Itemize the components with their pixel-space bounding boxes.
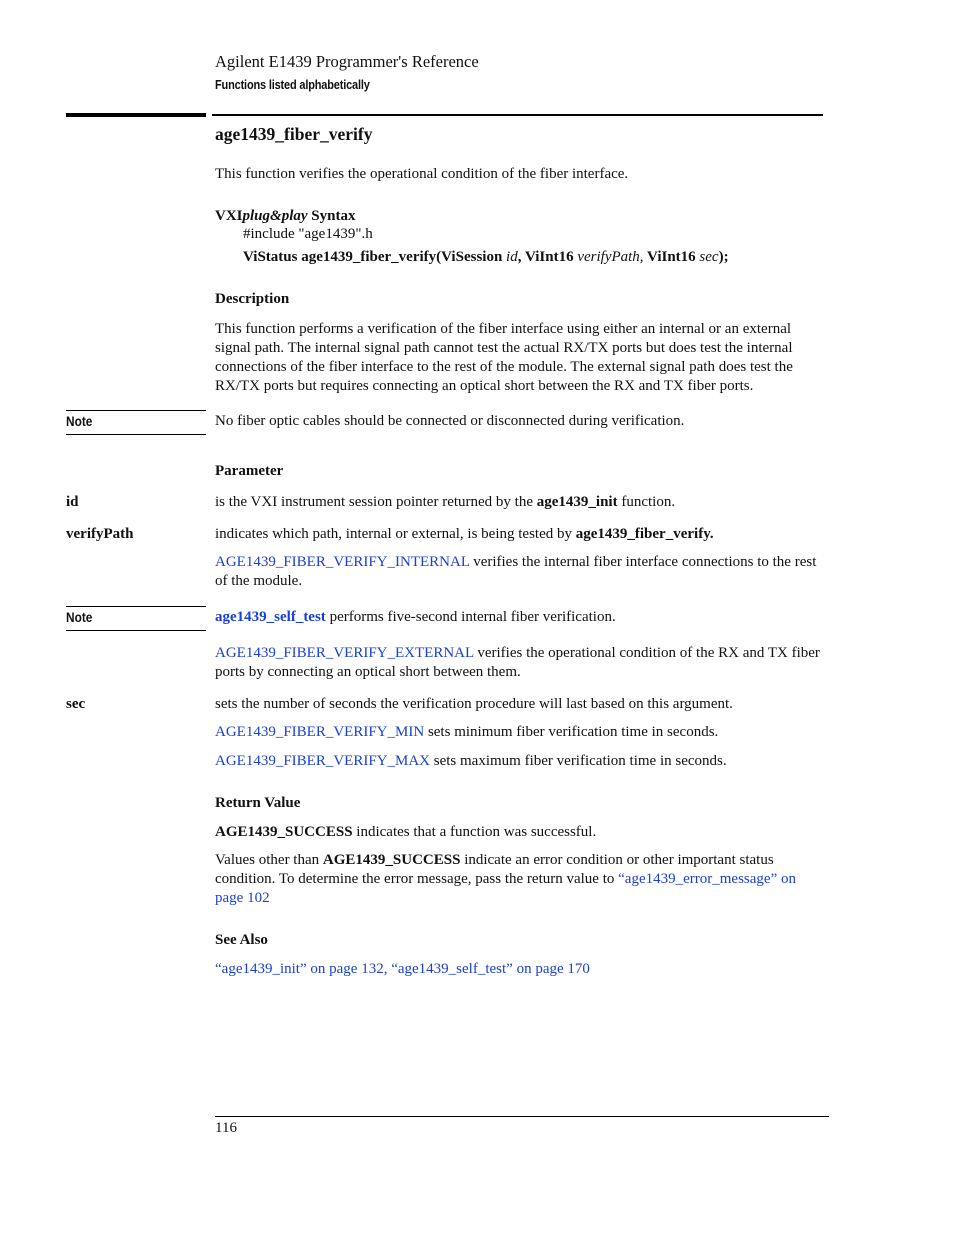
sig-sec: sec	[699, 249, 719, 265]
param-vp-internal	[215, 553, 825, 591]
note2-bottom-rule	[66, 630, 206, 631]
header-thick-rule	[66, 113, 206, 117]
param-vp-text-1: indicates which path, internal or external, is being tested by	[215, 526, 576, 542]
note1-label: Note	[66, 414, 93, 429]
param-sec-min	[215, 723, 825, 742]
note1-bottom-rule	[66, 434, 206, 435]
sig-part1: ViStatus age1439_fiber_verify(ViSession	[243, 249, 507, 265]
param-verifypath-label: verifyPath	[66, 526, 134, 542]
running-header-subtitle: Functions listed alphabetically	[215, 78, 370, 92]
syntax-heading-suffix: Syntax	[307, 208, 356, 224]
param-sec-max	[215, 752, 825, 771]
param-vp-external	[215, 644, 825, 682]
return-other-bold: AGE1439_SUCCESS	[322, 852, 461, 868]
return-success-text: indicates that a function was successful.	[352, 824, 597, 840]
param-sec-label: sec	[66, 696, 86, 712]
vp-internal-link[interactable]: AGE1439_FIBER_VERIFY_INTERNAL	[215, 554, 470, 570]
page-number: 116	[215, 1120, 237, 1136]
function-signature	[243, 248, 729, 267]
sig-end: );	[718, 249, 729, 265]
sec-max-link[interactable]: AGE1439_FIBER_VERIFY_MAX	[215, 753, 431, 769]
vp-external-text: verifies the operational condition of the RX and TX fiber ports by connecting an optical short between them.	[215, 645, 820, 680]
self-test-link[interactable]: age1439_self_test	[215, 609, 326, 625]
note2-text-rest: performs five-second internal fiber verification.	[325, 609, 616, 625]
sec-min-text: sets minimum fiber verification time in seconds.	[424, 724, 719, 740]
see-also-init-link[interactable]: “age1439_init” on page 132	[215, 961, 384, 977]
description-paragraph: This function performs a verification of the fiber interface using either an internal or an external signal path. The internal signal path cannot test the actual RX/TX ports but does test the internal connections of the fiber interface to the rest of the module. The external signal path does test the RX/TX ports but requires connecting an optical short between the RX and TX fiber ports.	[215, 321, 793, 394]
vp-internal-text: verifies the internal fiber interface connections to the rest of the module.	[215, 554, 817, 589]
param-id-text-bold: age1439_init	[536, 494, 618, 510]
syntax-heading-italic: plug&play	[242, 208, 308, 224]
error-message-link[interactable]: “age1439_error_message” on page 102	[215, 871, 796, 906]
note2-label: Note	[66, 610, 93, 625]
sig-part3: ViInt16	[643, 249, 700, 265]
footer-rule	[215, 1116, 829, 1117]
note1-text: No fiber optic cables should be connected or disconnected during verification.	[215, 413, 685, 429]
syntax-heading-prefix: VXI	[215, 208, 243, 224]
param-verifypath-text	[215, 525, 825, 544]
parameter-heading: Parameter	[215, 463, 284, 479]
note2-top-rule	[66, 606, 206, 607]
return-other	[215, 851, 821, 908]
param-id-text	[215, 493, 825, 512]
return-other-text-1: Values other than	[215, 852, 323, 868]
return-value-heading: Return Value	[215, 795, 301, 811]
sig-part2: , ViInt16	[517, 249, 578, 265]
sig-verifypath: verifyPath,	[577, 249, 644, 265]
note1-top-rule	[66, 410, 206, 411]
sec-min-link[interactable]: AGE1439_FIBER_VERIFY_MIN	[215, 724, 425, 740]
sec-max-text: sets maximum fiber verification time in seconds.	[430, 753, 727, 769]
intro-paragraph: This function verifies the operational condition of the fiber interface.	[215, 166, 629, 182]
running-header-title: Agilent E1439 Programmer's Reference	[215, 52, 479, 71]
function-title: age1439_fiber_verify	[215, 124, 373, 144]
header-rule	[212, 114, 823, 116]
param-id-text-2: function.	[617, 494, 676, 510]
syntax-heading	[215, 207, 355, 226]
return-other-text-2: indicate an error condition or other important status condition. To determine the error message, pass the return value to	[215, 852, 774, 887]
return-success-bold: AGE1439_SUCCESS	[215, 824, 353, 840]
see-also-self-test-link[interactable]: “age1439_self_test” on page 170	[391, 961, 590, 977]
param-vp-text-bold: age1439_fiber_verify.	[575, 526, 714, 542]
param-id-label: id	[66, 494, 79, 510]
include-line: #include "age1439".h	[243, 226, 373, 242]
see-also-links	[215, 960, 825, 979]
param-sec-text: sets the number of seconds the verification procedure will last based on this argument.	[215, 696, 733, 712]
see-also-separator: ,	[383, 961, 392, 977]
sig-id: id	[506, 249, 518, 265]
return-success	[215, 823, 825, 842]
see-also-heading: See Also	[215, 932, 268, 948]
note2-text	[215, 608, 825, 627]
description-heading: Description	[215, 291, 290, 307]
vp-external-link[interactable]: AGE1439_FIBER_VERIFY_EXTERNAL	[215, 645, 474, 661]
param-id-text-1: is the VXI instrument session pointer returned by the	[215, 494, 537, 510]
